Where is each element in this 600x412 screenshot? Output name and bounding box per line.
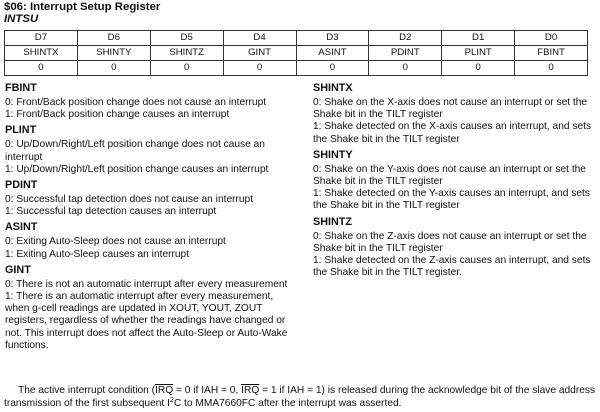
- interrupt-release-note: [4, 385, 596, 410]
- default-value-cell: 0: [369, 61, 442, 76]
- section-line: 0: Successful tap detection does not cause an interrupt: [5, 194, 254, 206]
- field-name-cell: SHINTX: [5, 46, 78, 61]
- field-name-row: [5, 46, 588, 61]
- field-name-cell: SHINTY: [77, 46, 150, 61]
- section-title: ASINT: [5, 221, 38, 234]
- default-value-cell: 0: [150, 61, 223, 76]
- default-value-cell: 0: [442, 61, 515, 76]
- register-subtitle: INTSU: [4, 13, 39, 25]
- section-title: SHINTX: [313, 82, 353, 94]
- note-text: = 0 if IAH = 0,: [173, 385, 242, 396]
- field-name-cell: PLINT: [442, 46, 515, 61]
- section-line: 0: Shake on the Z-axis does not cause an interrupt or set the Shake bit in the TILT register: [313, 230, 587, 254]
- field-name-cell: GINT: [223, 46, 296, 61]
- section-line: 0: Up/Down/Right/Left position change does not cause an interrupt: [5, 139, 265, 163]
- section-title: SHINTZ: [313, 215, 352, 228]
- field-name-cell: PDINT: [369, 46, 442, 61]
- note-text: The active interrupt condition (: [18, 385, 156, 396]
- section-line: 1: Front/Back position change causes an interrupt: [5, 109, 230, 121]
- plint-section: [5, 124, 295, 176]
- section-title: SHINTY: [313, 148, 353, 161]
- pdint-section: [5, 179, 295, 218]
- default-value-cell: 0: [296, 61, 369, 76]
- section-line: 1: Successful tap detection causes an interrupt: [5, 206, 217, 218]
- section-line: 0: Exiting Auto-Sleep does not cause an interrupt: [5, 236, 226, 248]
- shinty-section: [313, 149, 596, 213]
- superscript: 2: [169, 396, 174, 404]
- bit-number-cell: D1: [442, 31, 515, 46]
- section-line: 1: Up/Down/Right/Left position change causes an interrupt: [5, 163, 269, 175]
- field-name-cell: SHINTZ: [150, 46, 223, 61]
- left-description-column: [5, 82, 295, 352]
- default-value-cell: 0: [5, 61, 78, 76]
- bit-number-cell: D0: [515, 31, 588, 46]
- field-name-cell: FBINT: [515, 46, 588, 61]
- section-line: 1: Shake detected on the Z-axis causes an interrupt, and sets the Shake bit in the TILT register.: [313, 255, 591, 279]
- bit-number-cell: D5: [150, 31, 223, 46]
- section-line: 0: There is not an automatic interrupt after every measurement: [5, 278, 288, 290]
- bit-number-cell: D6: [77, 31, 150, 46]
- fbint-section: [5, 82, 295, 121]
- right-description-column: [313, 82, 596, 279]
- section-line: 1: Shake detected on the Y-axis causes an interrupt, and sets the Shake bit in the TILT register: [313, 188, 590, 212]
- section-line: 1: Shake detected on the X-axis causes an interrupt, and sets the Shake bit in the TILT register: [313, 121, 592, 145]
- bit-number-cell: D3: [296, 31, 369, 46]
- section-title: PDINT: [5, 179, 38, 192]
- bit-number-cell: D4: [223, 31, 296, 46]
- bit-number-cell: D7: [5, 31, 78, 46]
- note-text: = 1 if IAH = 1) is released during the acknowledge bit of the slave address: [259, 385, 596, 396]
- default-value-row: [5, 61, 588, 76]
- irq-signal-label: $\overline{IRQ}$: [241, 385, 260, 396]
- bit-number-row: [5, 31, 588, 46]
- section-title: GINT: [5, 263, 31, 276]
- register-bit-table: [4, 30, 588, 76]
- note-text: transmission of the first subsequent I: [4, 397, 170, 409]
- note-text: C to MMA7660FC after the interrupt was asserted.: [173, 397, 402, 409]
- bit-number-cell: D2: [369, 31, 442, 46]
- default-value-cell: 0: [77, 61, 150, 76]
- register-title: $06: Interrupt Setup Register: [4, 1, 161, 13]
- section-line: 0: Shake on the X-axis does not cause an interrupt or set the Shake bit in the TILT register: [313, 97, 588, 121]
- section-line: 0: Front/Back position change does not cause an interrupt: [5, 97, 267, 108]
- note-line-1: [4, 385, 596, 398]
- shintx-section: [313, 82, 596, 146]
- irq-signal-label: $\overline{IRQ}$: [155, 385, 174, 396]
- section-line: 1: Exiting Auto-Sleep causes an interrupt: [5, 248, 190, 260]
- section-line: 0: Shake on the Y-axis does not cause an interrupt or set the Shake bit in the TILT register: [313, 163, 586, 188]
- note-line-2: [4, 398, 596, 411]
- asint-section: [5, 221, 295, 260]
- section-title: PLINT: [5, 124, 37, 137]
- section-title: FBINT: [5, 82, 37, 94]
- shintz-section: [313, 216, 596, 280]
- section-line: 1: There is an automatic interrupt after every measurement, when g-cell readings are updated in XOUT, YOUT, ZOUT registers, regardless of whether the readings have changed or not. This interrupt does not affect the Auto-Sleep or Auto-Wake functions.: [5, 291, 288, 351]
- field-name-cell: ASINT: [296, 46, 369, 61]
- default-value-cell: 0: [515, 61, 588, 76]
- default-value-cell: 0: [223, 61, 296, 76]
- gint-section: [5, 264, 295, 352]
